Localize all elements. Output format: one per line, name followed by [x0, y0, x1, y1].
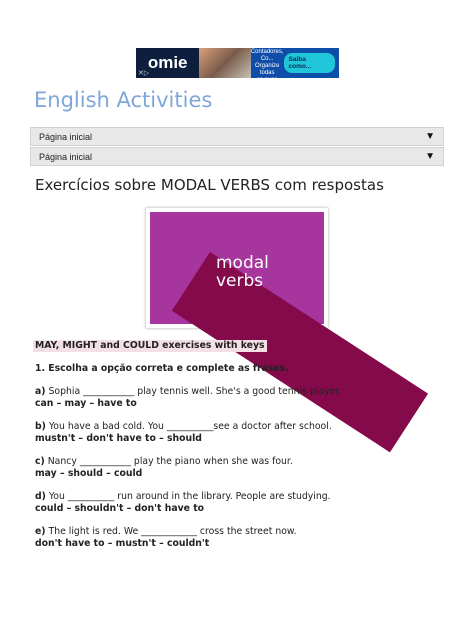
question-letter: c) — [35, 456, 45, 467]
question-item — [35, 421, 445, 445]
ad-photo — [199, 48, 250, 78]
article-content — [35, 340, 445, 550]
ad-logo-text: omie — [147, 53, 188, 72]
instruction: 1. Escolha a opção correta e complete as frases. — [35, 363, 289, 374]
post-title: Exercícios sobre MODAL VERBS com respostas — [35, 176, 384, 194]
question-item — [35, 526, 445, 550]
question-item — [35, 456, 445, 480]
question-text: Nancy ___________ play the piano when she was four. — [44, 456, 293, 467]
nav-dropdown-1[interactable] — [30, 127, 444, 146]
nav-dropdown-label: Página inicial — [39, 151, 93, 162]
ad-cta-button[interactable]: Saiba como... — [284, 53, 335, 73]
question-letter: a) — [35, 386, 46, 397]
hero-image-frame — [146, 208, 328, 328]
question-letter: e) — [35, 526, 46, 537]
ad-close-icon[interactable]: ✕▷ — [138, 70, 150, 77]
question-letter: b) — [35, 421, 46, 432]
question-text: You have a bad cold. You __________see a doctor after school. — [45, 421, 332, 432]
hero-text-line-2: verbs — [216, 271, 264, 291]
hero-text — [216, 254, 269, 290]
section-heading: MAY, MIGHT and COULD exercises with keys — [35, 340, 265, 351]
question-options: may – should – could — [35, 468, 143, 479]
question-letter: d) — [35, 491, 46, 502]
nav-dropdown-label: Página inicial — [39, 131, 93, 142]
question-options: mustn't – don't have to – should — [35, 433, 202, 444]
question-item — [35, 386, 445, 410]
question-options: could – shouldn't – don't have to — [35, 503, 205, 514]
hero-image — [150, 212, 324, 324]
ad-banner[interactable] — [136, 42, 339, 83]
question-text: You __________ run around in the library. People are studying. — [45, 491, 331, 502]
nav-dropdown-2[interactable] — [30, 147, 444, 166]
caret-down-icon: ▼ — [425, 151, 435, 162]
ad-text: Omie para Contadores, Co... Organize todas as suas — [250, 42, 284, 83]
caret-down-icon: ▼ — [425, 131, 435, 142]
site-title[interactable]: English Activities — [34, 88, 213, 112]
ad-logo — [136, 48, 199, 78]
hero-text-line-1: modal — [216, 253, 269, 273]
question-text: Sophia ___________ play tennis well. She's a good tennis player. — [45, 386, 342, 397]
question-text: The light is red. We ____________ cross the street now. — [45, 526, 297, 537]
question-options: don't have to – mustn't – couldn't — [35, 538, 210, 549]
question-options: can – may – have to — [35, 398, 137, 409]
question-item — [35, 491, 445, 515]
